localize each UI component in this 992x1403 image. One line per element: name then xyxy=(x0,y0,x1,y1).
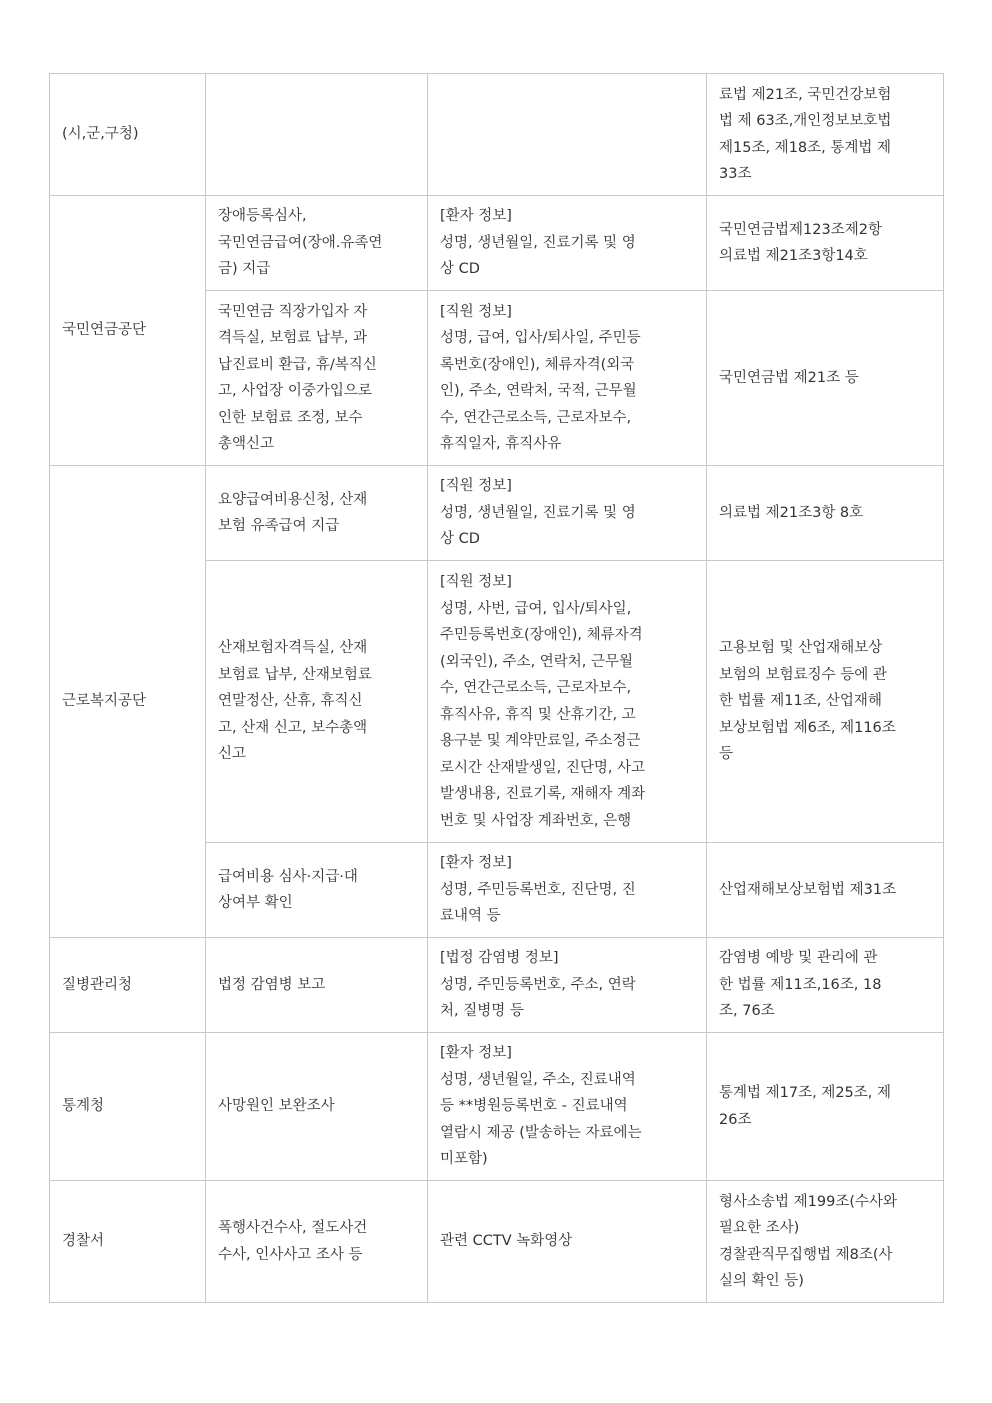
purpose-cell xyxy=(206,291,428,466)
info-line: 등 **병원등록번호 - 진료내역 xyxy=(440,1098,628,1115)
info-line: 휴직일자, 휴직사유 xyxy=(440,436,562,452)
law-line: 조, 76조 xyxy=(719,1003,775,1020)
purpose-line: 격득실, 보험료 납부, 과 xyxy=(218,330,368,346)
purpose-line: 사망원인 보완조사 xyxy=(218,1098,335,1115)
info-line: [환자 정보] xyxy=(440,855,512,872)
purpose-line: 법정 감염병 보고 xyxy=(218,976,326,993)
info-line: 발생내용, 진료기록, 재해자 계좌 xyxy=(440,786,646,802)
law-cell xyxy=(707,938,944,1033)
purpose-line: 금) 지급 xyxy=(218,261,271,278)
law-cell xyxy=(707,466,944,561)
info-cell xyxy=(428,843,707,938)
law-line: 33조 xyxy=(719,166,752,182)
info-line: 수, 연간근로소득, 근로자보수, xyxy=(440,680,632,696)
info-line: 로시간 산재발생일, 진단명, 사고 xyxy=(440,759,646,776)
purpose-line: 보험 유족급여 지급 xyxy=(218,518,340,534)
law-line: 경찰관직무집행법 제8조(사 xyxy=(719,1246,893,1263)
table-row xyxy=(50,466,944,561)
info-cell xyxy=(428,1033,707,1181)
law-line: 보험의 보험료징수 등에 관 xyxy=(719,666,887,683)
purpose-cell xyxy=(206,196,428,291)
info-cell xyxy=(428,561,707,843)
purpose-line: 납진료비 환급, 휴/복직신 xyxy=(218,356,377,373)
purpose-cell xyxy=(206,1181,428,1303)
info-line: 료내역 등 xyxy=(440,908,501,925)
purpose-cell xyxy=(206,843,428,938)
purpose-line: 국민연금급여(장애.유족연 xyxy=(218,234,383,251)
info-line: 상 CD xyxy=(440,531,480,548)
org-cell: 국민연금공단 xyxy=(50,196,206,466)
purpose-line: 상여부 확인 xyxy=(218,895,293,911)
info-line: 성명, 급여, 입사/퇴사일, 주민등 xyxy=(440,330,641,346)
law-line: 국민연금법 제21조 등 xyxy=(719,369,859,386)
info-line: 미포함) xyxy=(440,1151,488,1168)
law-line: 국민연금법제123조제2항 xyxy=(719,221,882,238)
law-line: 26조 xyxy=(719,1111,752,1128)
org-cell: 통계청 xyxy=(50,1033,206,1181)
info-line: 성명, 생년월일, 진료기록 및 영 xyxy=(440,234,636,251)
purpose-line: 신고 xyxy=(218,746,247,763)
law-cell xyxy=(707,1033,944,1181)
info-line: 열람시 제공 (발송하는 자료에는 xyxy=(440,1124,642,1141)
law-line: 의료법 제21조3항14호 xyxy=(719,248,868,264)
law-line: 등 xyxy=(719,746,734,763)
law-line: 통계법 제17조, 제25조, 제 xyxy=(719,1085,892,1101)
law-line: 형사소송법 제199조(수사와 xyxy=(719,1193,898,1210)
purpose-line: 폭행사건수사, 절도사건 xyxy=(218,1220,368,1236)
law-line: 의료법 제21조3항 8호 xyxy=(719,504,864,521)
info-line: 성명, 주민등록번호, 진단명, 진 xyxy=(440,881,636,898)
info-line: 성명, 생년월일, 주소, 진료내역 xyxy=(440,1071,636,1088)
purpose-line: 수사, 인사사고 조사 등 xyxy=(218,1246,363,1263)
purpose-line: 국민연금 직장가입자 자 xyxy=(218,303,368,320)
info-line: [환자 정보] xyxy=(440,208,512,225)
purpose-line: 급여비용 심사·지급·대 xyxy=(218,868,358,885)
purpose-cell xyxy=(206,466,428,561)
org-cell: 질병관리청 xyxy=(50,938,206,1033)
info-line: [직원 정보] xyxy=(440,478,512,495)
table-row xyxy=(50,938,944,1033)
purpose-line: 고, 산재 신고, 보수총액 xyxy=(218,719,368,736)
law-cell xyxy=(707,1181,944,1303)
law-line: 보상보험법 제6조, 제116조 xyxy=(719,719,896,736)
info-line: [직원 정보] xyxy=(440,303,512,320)
info-line: [법정 감염병 정보] xyxy=(440,950,559,967)
law-line: 한 법률 제11조,16조, 18 xyxy=(719,976,882,993)
info-cell xyxy=(428,1181,707,1303)
purpose-line: 보험료 납부, 산재보험료 xyxy=(218,666,372,683)
info-cell xyxy=(428,196,707,291)
law-line: 료법 제21조, 국민건강보험 xyxy=(719,86,892,103)
purpose-line: 고, 사업장 이중가입으로 xyxy=(218,383,372,399)
purpose-line: 장애등록심사, xyxy=(218,208,307,225)
info-line: 성명, 생년월일, 진료기록 및 영 xyxy=(440,504,636,521)
info-line: 주민등록번호(장애인), 체류자격 xyxy=(440,627,643,643)
law-cell xyxy=(707,74,944,196)
law-cell xyxy=(707,196,944,291)
table-row xyxy=(50,74,944,196)
law-line: 법 제 63조,개인정보보호법 xyxy=(719,113,892,129)
info-line: 용구분 및 계약만료일, 주소정근 xyxy=(440,733,641,749)
law-line: 고용보험 및 산업재해보상 xyxy=(719,640,883,657)
law-line: 한 법률 제11조, 산업재해 xyxy=(719,693,882,710)
purpose-cell xyxy=(206,938,428,1033)
purpose-line: 총액신고 xyxy=(218,436,275,452)
purpose-line: 인한 보험료 조정, 보수 xyxy=(218,409,363,426)
org-cell: 경찰서 xyxy=(50,1181,206,1303)
info-cell xyxy=(428,291,707,466)
law-line: 산업재해보상보험법 제31조 xyxy=(719,881,897,898)
law-line: 실의 확인 등) xyxy=(719,1273,804,1289)
info-line: 번호 및 사업장 계좌번호, 은행 xyxy=(440,812,632,829)
law-cell xyxy=(707,561,944,843)
info-line: 성명, 주민등록번호, 주소, 연락 xyxy=(440,976,636,993)
table-row xyxy=(50,1181,944,1303)
purpose-cell xyxy=(206,1033,428,1181)
law-line: 감염병 예방 및 관리에 관 xyxy=(719,950,878,967)
info-line: 처, 질병명 등 xyxy=(440,1003,524,1020)
info-cell xyxy=(428,74,707,196)
purpose-cell xyxy=(206,74,428,196)
info-cell xyxy=(428,466,707,561)
purpose-line: 요양급여비용신청, 산재 xyxy=(218,491,368,508)
purpose-line: 연말정산, 산휴, 휴직신 xyxy=(218,693,363,710)
table-row xyxy=(50,196,944,291)
info-line: [환자 정보] xyxy=(440,1045,512,1062)
info-line: 휴직사유, 휴직 및 산휴기간, 고 xyxy=(440,706,636,723)
org-cell: (시,군,구청) xyxy=(50,74,206,196)
info-line: 록번호(장애인), 체류자격(외국 xyxy=(440,356,635,373)
info-line: 관련 CCTV 녹화영상 xyxy=(440,1233,573,1250)
law-cell xyxy=(707,291,944,466)
info-line: [직원 정보] xyxy=(440,574,512,590)
info-line: 상 CD xyxy=(440,261,480,278)
info-line: 성명, 사번, 급여, 입사/퇴사일, xyxy=(440,600,632,617)
info-cell xyxy=(428,938,707,1033)
purpose-line: 산재보험자격득실, 산재 xyxy=(218,640,368,657)
law-cell xyxy=(707,843,944,938)
org-cell: 근로복지공단 xyxy=(50,466,206,938)
info-line: 수, 연간근로소득, 근로자보수, xyxy=(440,409,632,426)
info-line: (외국인), 주소, 연락처, 근무월 xyxy=(440,653,634,670)
purpose-cell xyxy=(206,561,428,843)
document-table xyxy=(49,73,944,1303)
info-line: 인), 주소, 연락처, 국적, 근무월 xyxy=(440,383,637,399)
law-line: 제15조, 제18조, 통계법 제 xyxy=(719,139,892,156)
table-row xyxy=(50,1033,944,1181)
law-line: 필요한 조사) xyxy=(719,1220,800,1236)
